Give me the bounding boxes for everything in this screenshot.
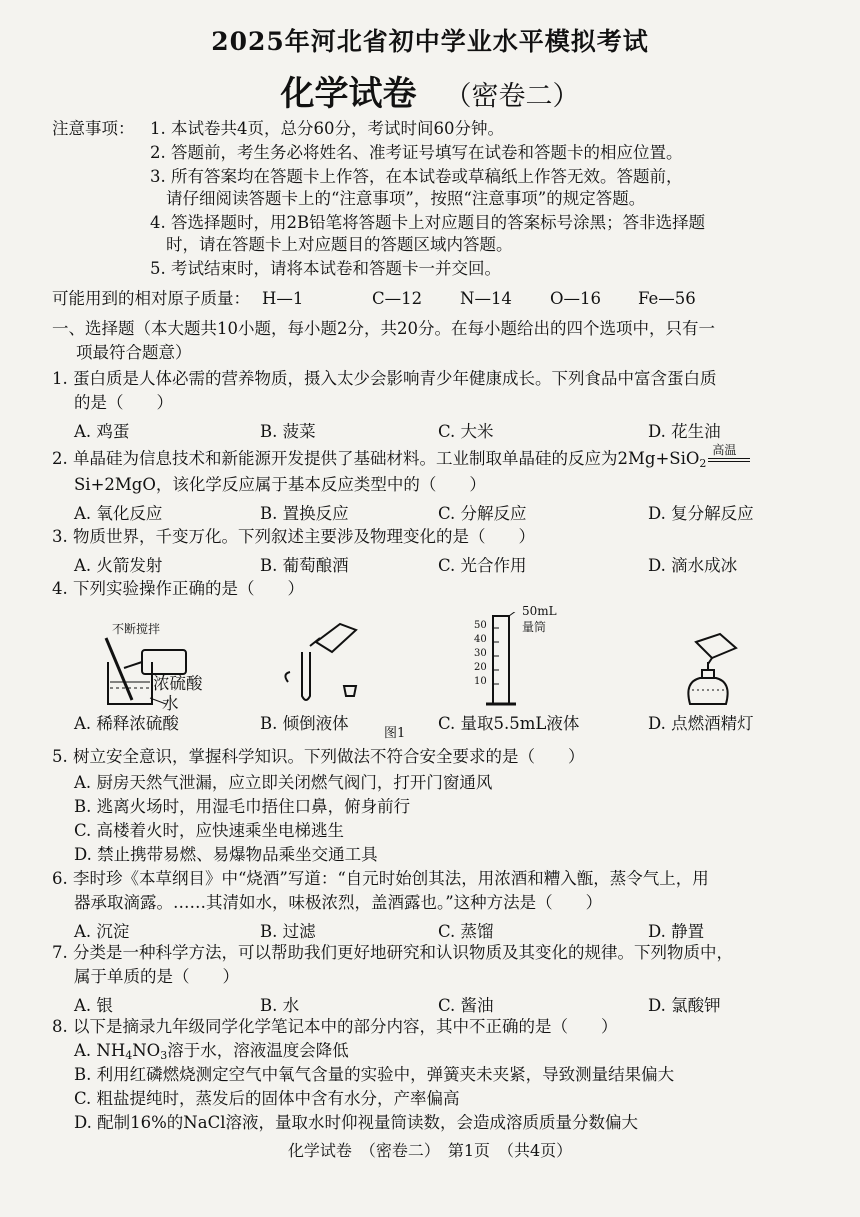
q7-option-d: D. 氯酸钾: [648, 996, 721, 1015]
q8-option-d: D. 配制16%的NaCl溶液，量取水时仰视量筒读数，会造成溶质质量分数偏大: [74, 1113, 638, 1132]
notice-item-3: 3. 所有答案均在答题卡上作答，在本试卷或草稿纸上作答无效。答题前，: [150, 167, 683, 186]
q2-stem-text: 2. 单晶硅为信息技术和新能源开发提供了基础材料。工业制取单晶硅的反应为2Mg+SiO: [52, 449, 700, 468]
q1-options: [0, 418, 860, 440]
q2-option-d: D. 复分解反应: [648, 504, 754, 523]
fig-c-cylinder-label: 量筒: [522, 620, 547, 634]
q2-sio2-subscript: 2: [699, 457, 707, 470]
q8-option-a-sub2: 3: [160, 1049, 168, 1062]
q1-option-d: D. 花生油: [648, 422, 721, 441]
q8-stem: 8. 以下是摘录九年级同学化学笔记本中的部分内容，其中不正确的是（ ）: [52, 1017, 618, 1036]
q5-option-d: D. 禁止携带易燃、易爆物品乘坐交通工具: [74, 845, 378, 864]
q4-option-a: A. 稀释浓硫酸: [74, 714, 179, 733]
q2-option-b: B. 置换反应: [260, 504, 349, 523]
q1-option-c: C. 大米: [438, 422, 494, 441]
page-footer: 化学试卷 （密卷二） 第1页 （共4页）: [287, 1141, 573, 1160]
q2-stem-cont: Si+2MgO，该化学反应属于基本反应类型中的（ ）: [74, 475, 486, 494]
atomic-mass-lead: 可能用到的相对原子质量：: [52, 289, 250, 308]
q2-options: [0, 500, 860, 522]
q6-options: [0, 918, 860, 940]
fig-c-tick-20: 20: [474, 662, 487, 673]
q6-option-c: C. 蒸馏: [438, 922, 494, 941]
q7-option-c: C. 酱油: [438, 996, 494, 1015]
exam-title: 2025年河北省初中学业水平模拟考试: [211, 27, 649, 56]
notice-item-4: 4. 答选择题时，用2B铅笔将答题卡上对应题目的答案标号涂黑；答非选择题: [150, 213, 706, 232]
q4-options: [0, 710, 860, 732]
q1-option-b: B. 菠菜: [260, 422, 316, 441]
q8-option-a-text2: NO: [132, 1041, 161, 1060]
atomic-mass-o: O—16: [550, 289, 602, 308]
q8-option-a-text3: 溶于水，溶液温度会降低: [167, 1041, 349, 1060]
section1-heading: 一、选择题（本大题共10小题，每小题2分，共20分。在每小题给出的四个选项中，只有一: [52, 319, 715, 338]
q2-option-a: A. 氧化反应: [74, 504, 163, 523]
fig-c-tick-40: 40: [474, 634, 487, 645]
fig-c-volume-label: 50mL: [522, 604, 557, 618]
fig-c-tick-50: 50: [474, 620, 487, 631]
q8-option-a: [74, 1040, 349, 1067]
fig-d-alcohol-lamp-icon: [688, 634, 736, 704]
subtitle-main: 化学试卷: [280, 74, 417, 114]
atomic-mass-n: N—14: [460, 289, 512, 308]
q5-stem: 5. 树立安全意识，掌握科学知识。下列做法不符合安全要求的是（ ）: [52, 747, 585, 766]
notice-item-2: 2. 答题前，考生务必将姓名、准考证号填写在试卷和答题卡的相应位置。: [150, 143, 683, 162]
q6-option-a: A. 沉淀: [74, 922, 130, 941]
q3-option-a: A. 火箭发射: [74, 556, 163, 575]
fig-c-tick-10: 10: [474, 676, 487, 687]
q5-option-c: C. 高楼着火时，应快速乘坐电梯逃生: [74, 821, 345, 840]
q7-option-a: A. 银: [74, 996, 113, 1015]
fig-a-water-label: 水: [162, 694, 179, 713]
atomic-mass-fe: Fe—56: [638, 289, 696, 308]
q1-option-a: A. 鸡蛋: [74, 422, 130, 441]
notice-lead: 注意事项：: [52, 119, 135, 138]
q3-options: [0, 552, 860, 574]
q1-stem-cont: 的是（ ）: [74, 393, 173, 412]
atomic-mass-c: C—12: [372, 289, 423, 308]
q6-option-d: D. 静置: [648, 922, 705, 941]
q4-stem: 4. 下列实验操作正确的是（ ）: [52, 579, 304, 598]
notice-item-1: 1. 本试卷共4页，总分60分，考试时间60分钟。: [150, 119, 504, 138]
q3-option-c: C. 光合作用: [438, 556, 527, 575]
notice-item-3-cont: 请仔细阅读答题卡上的“注意事项”，按照“注意事项”的规定答题。: [166, 189, 646, 208]
fig-c-cylinder-icon: [486, 612, 520, 704]
fig-b-pouring-icon: [285, 624, 356, 700]
q6-stem-cont: 器承取滴露。……其清如水，味极浓烈，盖酒露也。”这种方法是（ ）: [74, 893, 603, 912]
q5-option-a: A. 厨房天然气泄漏，应立即关闭燃气阀门，打开门窗通风: [74, 773, 493, 792]
q7-stem: 7. 分类是一种科学方法，可以帮助我们更好地研究和认识物质及其变化的规律。下列物质中，: [52, 943, 733, 962]
q6-option-b: B. 过滤: [260, 922, 316, 941]
section1-heading-cont: 项最符合题意）: [76, 343, 192, 362]
q2-stem: [52, 443, 752, 475]
q3-option-b: B. 葡萄酿酒: [260, 556, 349, 575]
q7-option-b: B. 水: [260, 996, 300, 1015]
q8-option-a-text1: A. NH: [74, 1041, 126, 1060]
q4-option-b: B. 倾倒液体: [260, 714, 349, 733]
subtitle-paren: （密卷二）: [444, 81, 580, 112]
fig-a-acid-label: 浓硫酸: [153, 674, 203, 693]
q7-stem-cont: 属于单质的是（ ）: [74, 967, 239, 986]
fig-c-tick-30: 30: [474, 648, 487, 659]
q5-option-b: B. 逃离火场时，用湿毛巾捂住口鼻，俯身前行: [74, 797, 411, 816]
q4-option-d: D. 点燃酒精灯: [648, 714, 754, 733]
q6-stem: 6. 李时珍《本草纲目》中“烧酒”写道：“自元时始创其法，用浓酒和糟入甑，蒸令气上，用: [52, 869, 709, 888]
figure-caption: 图1: [384, 726, 406, 741]
q3-option-d: D. 滴水成冰: [648, 556, 738, 575]
q1-stem: 1. 蛋白质是人体必需的营养物质，摄入太少会影响青少年健康成长。下列食品中富含蛋白质: [52, 369, 717, 388]
notice-item-5: 5. 考试结束时，请将本试卷和答题卡一并交回。: [150, 259, 501, 278]
atomic-mass-h: H—1: [262, 289, 304, 308]
q4-option-c: C. 量取5.5mL液体: [438, 714, 580, 733]
q2-condition: 高温: [712, 443, 737, 457]
q2-option-c: C. 分解反应: [438, 504, 527, 523]
q8-option-c: C. 粗盐提纯时，蒸发后的固体中含有水分，产率偏高: [74, 1089, 460, 1108]
notice-item-4-cont: 时，请在答题卡上对应题目的答题区域内答题。: [166, 235, 513, 254]
fig-a-stir-label: 不断搅拌: [112, 622, 161, 636]
q3-stem: 3. 物质世界，千变万化。下列叙述主要涉及物理变化的是（ ）: [52, 527, 535, 546]
q7-options: [0, 992, 860, 1014]
q8-option-a-sub1: 4: [125, 1049, 133, 1062]
q2-reaction-arrow: [706, 443, 752, 468]
exam-subtitle: [0, 66, 860, 115]
q8-option-b: B. 利用红磷燃烧测定空气中氧气含量的实验中，弹簧夹未夹紧，导致测量结果偏大: [74, 1065, 675, 1084]
